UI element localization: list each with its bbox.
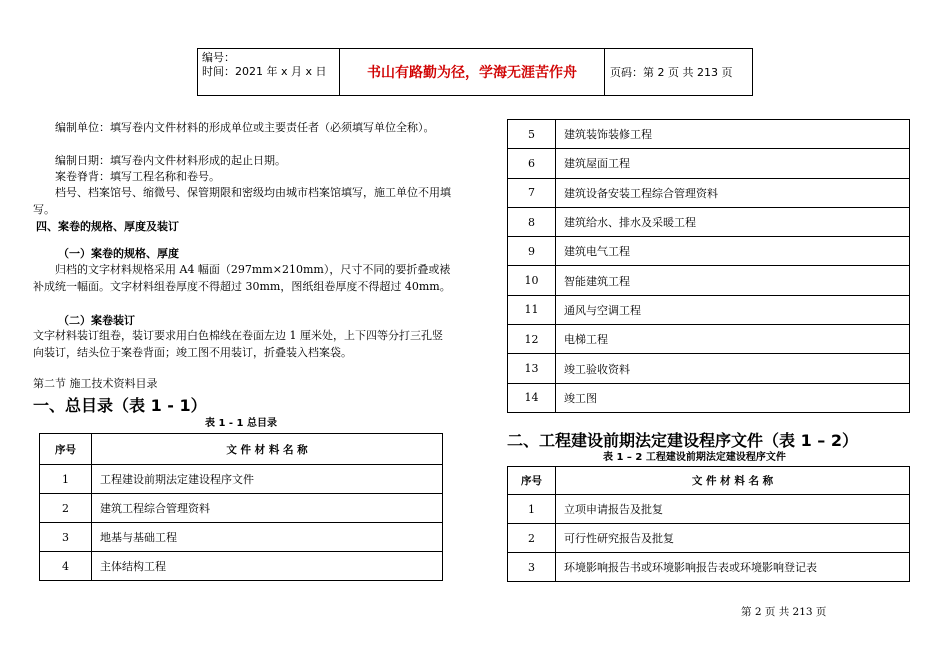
row-title: 环境影响报告书或环境影响报告表或环境影响登记表 [556,553,910,582]
table-row [508,383,910,412]
table-header-row [508,467,910,495]
row-number: 5 [508,120,556,149]
row-title: 电梯工程 [556,325,910,354]
para-unit: 编制单位：填写卷内文件材料的形成单位或主要责任者（必须填写单位全称）。 [55,121,435,134]
table-row [508,237,910,266]
header-meta [198,49,340,95]
doc-number: 编号： [202,51,235,64]
row-number: 2 [40,494,92,523]
row-title: 竣工验收资料 [556,354,910,383]
table-header-row [40,434,443,465]
row-number: 3 [508,553,556,582]
row-title: 智能建筑工程 [556,266,910,295]
para-binding: 文字材料装订组卷，装订要求用白色棉线在卷面左边 1 厘米处，上下四等分打三孔竖向装订，结头位于案卷背面；竣工图不用装订，折叠装入档案袋。 [33,329,443,359]
row-title: 地基与基础工程 [92,523,443,552]
table-row [508,295,910,324]
col-header-name: 文 件 材 料 名 称 [92,434,443,465]
row-number: 3 [40,523,92,552]
row-title: 立项申请报告及批复 [556,495,910,524]
row-title: 建筑设备安装工程综合管理资料 [556,178,910,207]
header-motto: 书山有路勤为径，学海无涯苦作舟 [340,49,605,95]
preconstruction-table [507,466,910,582]
para-date: 编制日期：填写卷内文件材料形成的起止日期。 [55,154,286,167]
table-row [508,178,910,207]
row-title: 可行性研究报告及批复 [556,524,910,553]
row-number: 2 [508,524,556,553]
section-2-title: 第二节 施工技术资料目录 [33,377,158,390]
sub-heading-1: （一）案卷的规格、厚度 [58,247,179,260]
table-row [508,120,910,149]
heading-general-index: 一、总目录（表 1 - 1） [33,396,207,415]
row-number: 12 [508,325,556,354]
row-number: 11 [508,295,556,324]
row-number: 1 [40,465,92,494]
page-footer: 第 2 页 共 213 页 [741,606,827,618]
table-row [508,325,910,354]
col-header-name: 文 件 材 料 名 称 [556,467,910,495]
row-number: 1 [508,495,556,524]
table-row [40,465,443,494]
doc-date: 时间：2021 年 x 月 x 日 [202,65,327,78]
section-4-heading: 四、案卷的规格、厚度及装订 [36,220,179,233]
row-title: 建筑给水、排水及采暖工程 [556,207,910,236]
para-spine: 案卷脊背：填写工程名称和卷号。 [55,170,220,183]
row-number: 7 [508,178,556,207]
table-row [508,149,910,178]
para-archive: 档号、档案馆号、缩微号、保管期限和密级均由城市档案馆填写，施工单位不用填写。 [33,186,451,216]
row-number: 14 [508,383,556,412]
row-number: 13 [508,354,556,383]
table-row [40,494,443,523]
col-header-number: 序号 [508,467,556,495]
table-row [508,524,910,553]
row-title: 通风与空调工程 [556,295,910,324]
table-row [508,553,910,582]
sub-heading-2: （二）案卷装订 [58,314,135,327]
table2-caption: 表 1 – 2 工程建设前期法定建设程序文件 [603,452,786,463]
row-number: 4 [40,552,92,581]
header-page: 页码：第 2 页 共 213 页 [610,66,733,79]
row-title: 建筑电气工程 [556,237,910,266]
heading-preconstruction: 二、工程建设前期法定建设程序文件（表 1 – 2） [507,431,858,450]
general-index-table-continued [507,119,910,413]
row-number: 9 [508,237,556,266]
row-title: 建筑装饰装修工程 [556,120,910,149]
para-spec: 归档的文字材料规格采用 A4 幅面（297mm×210mm），尺寸不同的要折叠或裱补成统一幅面。文字材料组卷厚度不得超过 30mm，图纸组卷厚度不得超过 40mm。 [33,263,451,293]
table-row [508,495,910,524]
table-row [508,266,910,295]
row-title: 建筑屋面工程 [556,149,910,178]
row-title: 竣工图 [556,383,910,412]
table-row [40,552,443,581]
col-header-number: 序号 [40,434,92,465]
table-row [508,354,910,383]
table-row [40,523,443,552]
row-number: 8 [508,207,556,236]
table-row [508,207,910,236]
row-number: 10 [508,266,556,295]
row-number: 6 [508,149,556,178]
row-title: 主体结构工程 [92,552,443,581]
row-title: 工程建设前期法定建设程序文件 [92,465,443,494]
table1-caption: 表 1 - 1 总目录 [205,418,277,429]
general-index-table [39,433,443,581]
page-header [197,48,753,96]
row-title: 建筑工程综合管理资料 [92,494,443,523]
